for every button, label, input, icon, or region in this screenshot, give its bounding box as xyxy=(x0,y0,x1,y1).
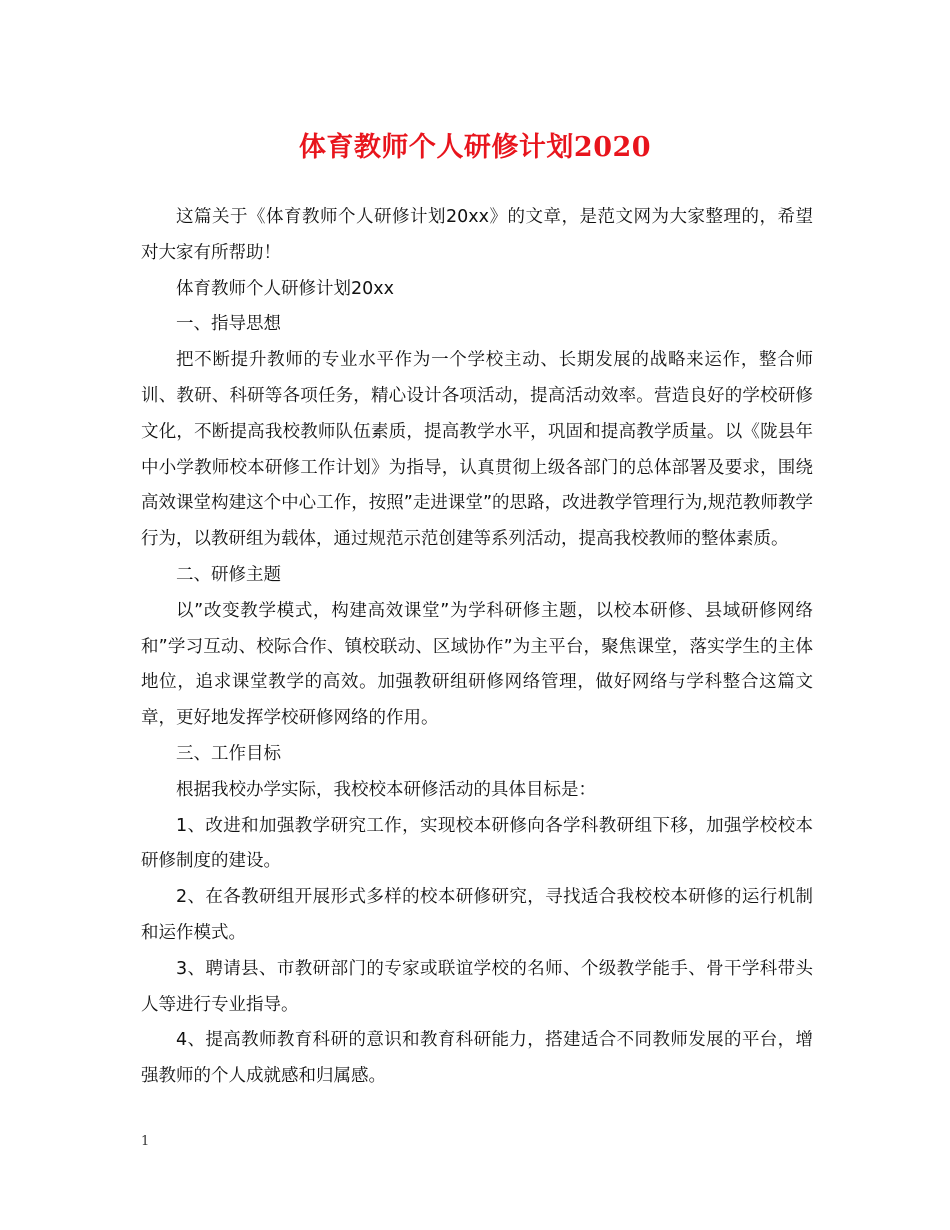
subtitle-paragraph: 体育教师个人研修计划20xx xyxy=(176,278,394,299)
section-heading-guiding-ideology: 一、指导思想 xyxy=(176,314,281,335)
work-goal-item: 4、提高教师教育科研的意识和教育科研能力，搭建适合不同教师发展的平台，增强教师的个人成就感和归属感。 xyxy=(141,1030,813,1087)
section-heading-work-goals: 三、工作目标 xyxy=(176,743,281,764)
document-body xyxy=(141,200,813,1095)
work-goals-intro: 根据我校办学实际，我校校本研修活动的具体目标是： xyxy=(176,779,596,800)
work-goal-item: 2、在各教研组开展形式多样的校本研修研究，寻找适合我校校本研修的运行机制和运作模式。 xyxy=(141,887,813,943)
intro-paragraph: 这篇关于《体育教师个人研修计划20xx》的文章，是范文网为大家整理的，希望对大家有所帮助！ xyxy=(141,207,813,263)
research-theme-paragraph: 以”改变教学模式，构建高效课堂”为学科研修主题，以校本研修、县域研修网络和”学习互动、校际合作、镇校联动、区域协作”为主平台，聚焦课堂，落实学生的主体地位，追求课堂教学的高效。加强教研组研修网络管理，做好网络与学科整合这篇文章，更好地发挥学校研修网络的作用。 xyxy=(141,600,813,729)
guiding-ideology-paragraph: 把不断提升教师的专业水平作为一个学校主动、长期发展的战略来运作，整合师训、教研、科研等各项任务，精心设计各项活动，提高活动效率。营造良好的学校研修文化，不断提高我校教师队伍素质，提高教学水平，巩固和提高教学质量。以《陇县年中小学教师校本研修工作计划》为指导，认真贯彻上级各部门的总体部署及要求，围绕高效课堂构建这个中心工作，按照”走进课堂”的思路，改进教学管理行为,规范教师教学行为，以教研组为载体，通过规范示范创建等系列活动，提高我校教师的整体素质。 xyxy=(141,350,813,550)
work-goal-item: 3、聘请县、市教研部门的专家或联谊学校的名师、个级教学能手、骨干学科带头人等进行专业指导。 xyxy=(141,958,813,1015)
page-number: 1 xyxy=(141,1134,150,1149)
section-heading-research-theme: 二、研修主题 xyxy=(176,564,281,585)
document-title: 体育教师个人研修计划2020 xyxy=(298,132,652,163)
work-goal-item: 1、改进和加强教学研究工作，实现校本研修向各学科教研组下移，加强学校校本研修制度的建设。 xyxy=(141,815,813,872)
